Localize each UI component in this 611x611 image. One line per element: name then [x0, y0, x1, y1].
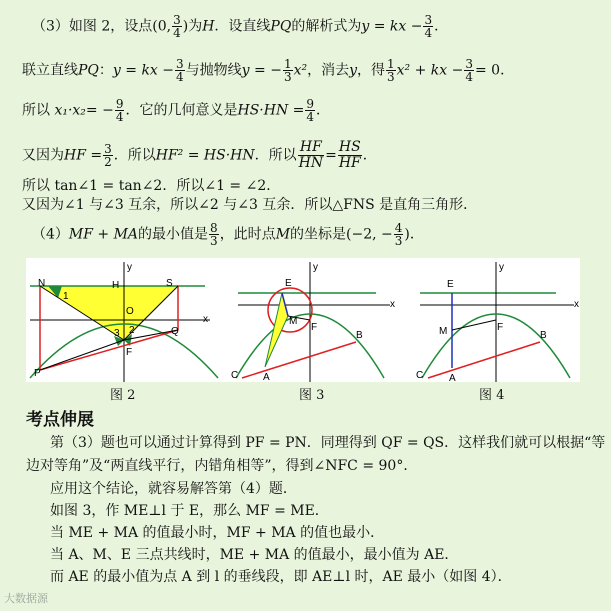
fig2-label-F: F	[126, 347, 133, 358]
fig3-label-B: B	[356, 330, 363, 341]
fig3-label-A: A	[263, 372, 270, 383]
fig4-label-E: E	[447, 279, 454, 290]
fig2-label-Q: Q	[171, 326, 179, 337]
fig2-label-angle3: 3	[114, 328, 120, 339]
fig3-label-M: M	[289, 316, 298, 327]
fig2-label-y: y	[127, 262, 132, 273]
figure-3	[231, 262, 395, 383]
extension-para6: 而 AE 的最小值为点 A 到 l 的垂线段，即 AE⊥l 时，AE 最小（如图 4）．	[50, 569, 512, 585]
fig4-label-F: F	[497, 322, 504, 333]
fig4-label-x: x	[574, 299, 579, 310]
fig4-label-y: y	[499, 262, 504, 273]
watermark: 大数据源	[4, 592, 48, 605]
fig2-yellow-triangle	[40, 286, 178, 340]
fig2-label-angle1: 1	[63, 291, 69, 302]
fig2-label-angle2: 2	[129, 325, 135, 336]
fig4-mf-segment	[452, 320, 496, 330]
fig4-label-B: B	[540, 330, 547, 341]
fig3-label-y: y	[313, 262, 318, 273]
fig2-label-x: x	[203, 314, 208, 325]
extension-para1-line2: 边对等角”及“两直线平行，内错角相等”，得到∠NFC = 90°．	[26, 458, 418, 474]
solution-part3-simultaneous: 联立直线PQ：y = kx − $\frac{3}{4}$ 与抛物线y = − $\frac{1}{3}$ x²，消去y，得 $\frac{1}{3}$ x² + kx − $\frac{3}{4}$ = 0．	[22, 57, 515, 84]
fig4-label-C: C	[416, 370, 424, 381]
section-heading: 考点伸展	[26, 410, 94, 430]
figure-3-caption: 图 3	[299, 388, 325, 403]
figure-2	[30, 262, 218, 382]
extension-para4: 当 ME + MA 的值最小时，MF + MA 的值也最小．	[50, 525, 385, 541]
fig3-ab-segment	[242, 342, 356, 378]
fig2-pq-segment	[40, 330, 178, 370]
fig3-label-x: x	[390, 299, 395, 310]
solution-part3-angles: 所以 tan∠1 = tan∠2．所以∠1 = ∠2．	[22, 178, 281, 194]
fig4-label-A: A	[449, 373, 456, 384]
fig2-label-N: N	[38, 278, 46, 289]
fig4-label-M: M	[439, 326, 448, 337]
fig3-label-C: C	[231, 370, 239, 381]
extension-para2: 应用这个结论，就容易解答第（4）题．	[50, 481, 297, 497]
solution-part3-conclusion: 又因为∠1 与∠3 互余，所以∠2 与∠3 互余．所以△FNS 是直角三角形．	[22, 197, 478, 213]
extension-para3: 如图 3，作 ME⊥l 于 E，那么 MF = ME．	[50, 503, 329, 519]
fig3-label-E: E	[285, 278, 292, 289]
extension-para5: 当 A、M、E 三点共线时，ME + MA 的值最小，最小值为 AE．	[50, 547, 459, 563]
figure-4-caption: 图 4	[479, 388, 505, 403]
solution-part3-product: 所以 x₁·x₂= − $\frac{9}{4}$ ．它的几何意义是HS·HN = $\frac{9}{4}$ ．	[22, 97, 331, 124]
fig2-label-S: S	[166, 278, 173, 289]
fig3-label-F: F	[311, 322, 318, 333]
solution-part3-intro: （3）如图 2，设点(0, $\frac{3}{4}$ )为H．设直线PQ的解析式为y = kx − $\frac{3}{4}$ ．	[32, 13, 449, 40]
figure-4	[416, 262, 579, 384]
solution-part3-hf: 又因为HF = $\frac{3}{2}$ ．所以HF² = HS·HN．所以 $\frac{HF}{HN}$ = $\frac{HS}{HF}$ ．	[22, 139, 377, 171]
fig2-label-P: P	[34, 368, 41, 379]
fig4-ab-segment	[428, 342, 540, 378]
fig2-label-H: H	[112, 280, 120, 291]
solution-part4: （4）MF + MA的最小值是 $\frac{8}{3}$ ，此时点M的坐标是(−2, − $\frac{4}{3}$ )．	[32, 221, 424, 248]
figure-2-caption: 图 2	[110, 388, 136, 403]
extension-para1-line1: 第（3）题也可以通过计算得到 PF = PN．同理得到 QF = QS．这样我们就可以根据“等	[50, 435, 606, 451]
fig2-label-O: O	[126, 306, 134, 317]
